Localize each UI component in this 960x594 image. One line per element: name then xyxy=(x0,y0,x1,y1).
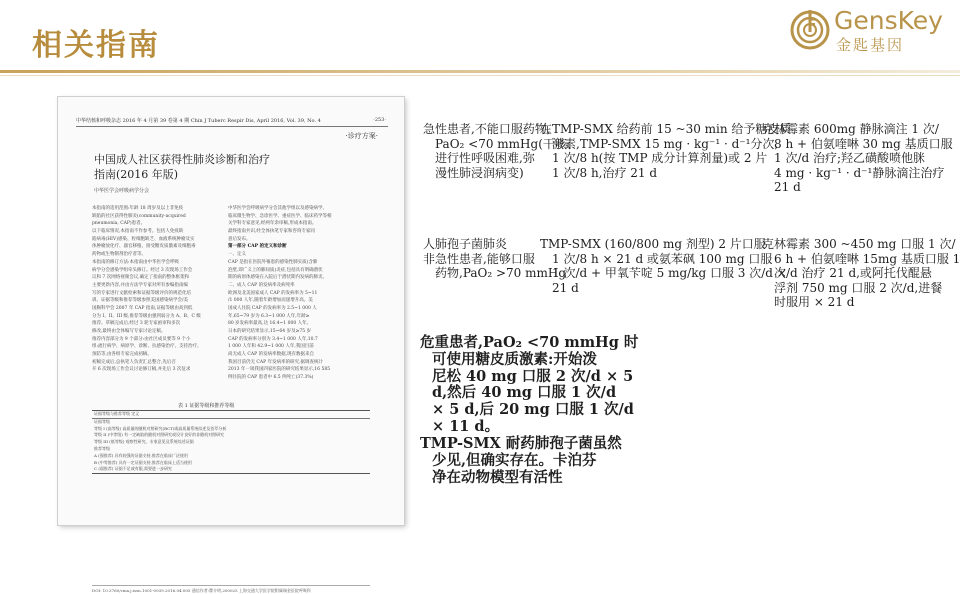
paper-text-line: 本指南的修订方法:本指南由中华医学会呼吸 xyxy=(92,259,180,265)
paper-text-line: CAP 是指在医院外罹患的感染性肺实质(含肺 xyxy=(228,259,318,265)
paper-text-line: 陷病毒(HIV)感染、粒细胞缺乏、血液系统肿瘤及实 xyxy=(92,236,195,242)
text-line: 浮剂 750 mg 口服 2 次/d,进餐 xyxy=(774,280,943,295)
paper-table-title: 表 1 证据等级和推荐等级 xyxy=(178,403,235,409)
title-divider-thin xyxy=(0,75,960,76)
paper-text-line: 二、成人 CAP 的发病率及病死率 xyxy=(228,282,295,288)
paper-text-line: 临床微生物学、急诊医学、重症医学、临床药学等相 xyxy=(228,213,332,219)
row1-alternative-therapy xyxy=(762,122,953,195)
paper-text-line: 组:流行病学、病原学、诊断、抗感染治疗、支持治疗、 xyxy=(92,344,202,350)
paper-table-row: 等级 III (低等级) 观察性研究、专家意见及系统综述证据 xyxy=(94,439,194,445)
text-line: 克林霉素 600mg 静脉滴注 1 次/ xyxy=(762,122,939,136)
row2-alternative-therapy xyxy=(762,237,960,310)
paper-table-row: 证据等级 xyxy=(94,418,110,424)
paper-text-line: pneumonia, CAP)患者。 xyxy=(92,221,146,227)
text-line: 1 次/8 h(按 TMP 成分计算剂量)或 2 片 xyxy=(552,151,768,165)
row1-first-line-therapy xyxy=(540,122,791,180)
paper-text-line: 以下临床情况,本指南不作参考。包括人免疫缺 xyxy=(92,229,184,235)
text-line: 可使用糖皮质激素:开始泼 xyxy=(432,350,597,368)
text-line: 次/d 治疗 21 d,或阿托伐醌悬 xyxy=(774,266,932,280)
paper-text-line: 本指南的适用范围:年龄 18 周岁及以上非免疫 xyxy=(92,206,184,211)
paper-text-line: 第一部分 CAP 的定义和诊断 xyxy=(228,244,287,250)
guideline-paper-scan xyxy=(58,97,404,593)
paper-text-line: 年,65~79 岁为 6.3~1 000 人年,年龄≥ xyxy=(228,313,310,319)
paper-text-line: 修改,最终由全体编写专家讨论定稿。 xyxy=(92,329,166,334)
paper-text-line: 最终指南共识,经全体执笔专家和咨询专家同 xyxy=(228,229,315,235)
paper-column-left xyxy=(92,205,222,400)
paper-table-row: A (强推荐) 具有较强的证据支持,推荐在临床广泛使用 xyxy=(94,452,188,458)
text-line: 4 mg · kg⁻¹ · d⁻¹静脉滴注治疗 xyxy=(774,165,945,180)
slide-title: 相关指南 xyxy=(32,28,160,63)
text-line: 6 h + 伯氨喹啉 15mg 基质口服 1 xyxy=(774,251,960,266)
paper-table-row: 证据等级与推荐等级 定义 xyxy=(92,411,370,419)
row2-first-line-therapy xyxy=(540,237,787,295)
paper-text-line: 例住院的 CAP 患者中 6.5 例死亡(37.3%) xyxy=(228,375,314,381)
paper-text-line: 主要更新内容,并由方法学专家对所有参编指南编 xyxy=(92,282,188,288)
paper-text-line: 病学分会感染学组牵头修订。经过 3 次现场工作会 xyxy=(92,267,193,273)
paper-author: 中华医学会呼吸病学分会 xyxy=(94,188,150,194)
text-line: 进行性呼吸困难,弥 xyxy=(435,151,535,165)
paper-text-line: 欧洲及北美国家成人 CAP 的发病率为 5~11 xyxy=(228,290,318,296)
text-line: 21 d xyxy=(774,180,801,194)
paper-text-line: 关学科专家意见,经两年余审稿,形成本指南。 xyxy=(228,221,317,227)
text-line: TMP-SMX 耐药肺孢子菌虽然 xyxy=(420,435,622,452)
text-line: 尼松 40 mg 口服 2 次/d × 5 xyxy=(432,367,634,385)
paper-text-line: 缺陷的社区获得性肺炎(community-acquired xyxy=(92,213,186,219)
paper-text-line: 议和 7 次网络视频会议,确定了指南的整体框架和 xyxy=(92,275,190,281)
paper-text-line: 推荐。草稿完成后,经过 3 轮专家函审和多次 xyxy=(92,321,181,327)
paper-text-line: 开 6 次现场工作会议讨论修订稿,并先后 3 次征求 xyxy=(92,367,191,373)
paper-text-line: 写的专家进行文献检索和证据等级评价的规范化培 xyxy=(92,290,191,296)
paper-text-line: 国成人住院 CAP 的发病率为 2.5~1 000 人 xyxy=(228,305,317,311)
paper-text-line: 日本的研究结果显示,15~64 岁及≥75 岁 xyxy=(228,329,312,334)
paper-text-line: 国胸科学会 2007 年 CAP 指南,证据等级由高到低 xyxy=(92,305,193,311)
text-line: 非急性患者,能够口服 xyxy=(423,251,535,266)
paper-title-line: 指南(2016 年版) xyxy=(94,168,179,181)
text-line: 人肺孢子菌肺炎 xyxy=(423,237,508,251)
paper-text-line: 意后发布。 xyxy=(228,236,251,242)
paper-footnote: DOI: 10.3760/cma.j.issn.1001-0939.2016.04.005 通信作者:瞿介明,200025 上海交通大学医学院附属瑞金医院呼吸科 xyxy=(92,585,370,594)
paper-text-line: 1 000 人年和 42.9~1 000 人年,我国目前 xyxy=(228,344,314,350)
text-line: 8 h + 伯氨喹啉 30 mg 基质口服 xyxy=(774,136,953,151)
text-line: TMP-SMX (160/800 mg 剂型) 2 片口服 xyxy=(540,237,766,251)
paper-title xyxy=(94,152,314,182)
paper-section-label: ·诊疗方案· xyxy=(345,132,378,140)
text-line: d,然后 40 mg 口服 1 次/d xyxy=(432,384,617,402)
text-line: 漫性肺浸润病变) xyxy=(435,165,524,180)
paper-text-line: 80 岁发病率最高,达 16.4~1 000 人年。 xyxy=(228,321,312,327)
company-logo xyxy=(790,4,950,58)
logo-name-cn: 金匙基因 xyxy=(836,36,905,54)
paper-page-number: ·253· xyxy=(373,117,386,123)
text-line: 净在动物模型有活性 xyxy=(432,468,563,486)
paper-text-line: 中华医学会呼吸病学分会其他学组以及感染病学、 xyxy=(228,206,327,211)
text-line: 1 次/8 h,治疗 21 d xyxy=(552,165,658,180)
severe-patient-note xyxy=(420,335,638,436)
text-line: 1 次/8 h × 21 d 或氨苯砜 100 mg 口服 xyxy=(552,251,773,266)
paper-text-line: 期的病原体感染在入院后于潜伏期内发病的肺炎。 xyxy=(228,275,327,281)
text-line: 药物,PaO₂ >70 mmHg xyxy=(435,266,567,280)
paper-text-line: 推荐内容部分为 9 个部分:由社区成员要等 9 个小 xyxy=(92,336,191,342)
resistance-note xyxy=(420,436,622,486)
title-divider xyxy=(0,70,960,73)
paper-text-line: 分为 I、II、III 级,推荐等级由强到弱分为 A、B、C 级 xyxy=(92,313,201,319)
paper-text-line: CAP 的发病率分别为 3.4~1 000 人年,10.7 xyxy=(228,336,318,342)
text-line: × 5 d,后 20 mg 口服 1 次/d xyxy=(432,401,634,419)
paper-table-row: B (中等推荐) 具有一定证据支持,推荐在临床上适当使用 xyxy=(94,459,192,465)
paper-text-line: 我国目前仍无 CAP 年发病率的研究,据调查统计 xyxy=(228,359,324,365)
paper-table-row: 等级 I (高等级) 高质量的随机对照研究(RCT)或高质量系统综述及荟萃分析 xyxy=(94,425,227,431)
paper-evidence-table xyxy=(92,410,370,474)
paper-text-line: 预防等,由各组专家完成初稿。 xyxy=(92,352,152,358)
paper-table-row: 等级 II (中等级) 有一定缺陷的随机对照研究或设计良好的非随机对照研究 xyxy=(94,432,225,438)
paper-text-line: 初稿完成后,总执笔人负责汇总整合,先后召 xyxy=(92,359,176,365)
paper-text-line: 尚无成人 CAP 的发病率数据,现有数据来自 xyxy=(228,352,315,358)
paper-text-line: 药物或生物制剂治疗者等。 xyxy=(92,252,146,258)
paper-text-line: /1 000 人年,随着年龄增加而递增升高。美 xyxy=(228,298,313,304)
text-line: 在TMP-SMX 给药前 15 ~30 min 给予糖皮质 xyxy=(540,122,792,136)
paper-text-line: 一、定义 xyxy=(228,252,246,258)
text-line: 21 d xyxy=(552,280,579,295)
paper-text-line: 训。证据等级和推荐等级参照美国感染病学会/美 xyxy=(92,298,189,304)
paper-table-row: C (弱推荐) 证据不足或有限,需要进一步研究 xyxy=(94,466,172,472)
logo-name-en: GensKey xyxy=(834,6,943,35)
text-line: 危重患者,PaO₂ <70 mmHg 时 xyxy=(420,334,639,351)
paper-journal-header: 中华结核和呼吸杂志 2016 年 4 月第 39 卷第 4 期 Chin J Tuberc Respir Dis, April 2016, Vol. 39, No. 4 xyxy=(76,117,388,127)
key-logo-icon xyxy=(790,6,834,56)
text-line: PaO₂ <70 mmHg(干咳、 xyxy=(435,136,579,151)
text-line: 克林霉素 300 ~450 mg 口服 1 次/ xyxy=(762,237,956,251)
text-line: 激素,TMP-SMX 15 mg · kg⁻¹ · d⁻¹分次, xyxy=(552,136,779,151)
text-line: 1 次/d + 甲氧苄啶 5 mg/kg 口服 3 次/d × xyxy=(552,266,787,280)
text-line: 1 次/d 治疗;羟乙磺酸喷他脒 xyxy=(774,151,926,165)
text-line: 少见,但确实存在。卡泊芬 xyxy=(432,451,597,469)
paper-column-right xyxy=(228,205,368,400)
paper-text-line: 2013 年一项我国四家医院的研究结果显示,16 585 xyxy=(228,367,331,373)
text-line: × 11 d。 xyxy=(432,417,500,435)
paper-text-line: 体肿瘤放化疗、器官移植、接受糖皮质激素及细胞毒 xyxy=(92,244,196,250)
text-line: 时服用 × 21 d xyxy=(774,295,855,309)
paper-text-line: 泡壁,即广义上的肺间质)炎症,包括具有明确潜伏 xyxy=(228,267,323,273)
text-line: 急性患者,不能口服药物, xyxy=(423,122,551,136)
paper-table-row: 推荐等级 xyxy=(94,445,110,451)
paper-title-line: 中国成人社区获得性肺炎诊断和治疗 xyxy=(94,153,270,166)
